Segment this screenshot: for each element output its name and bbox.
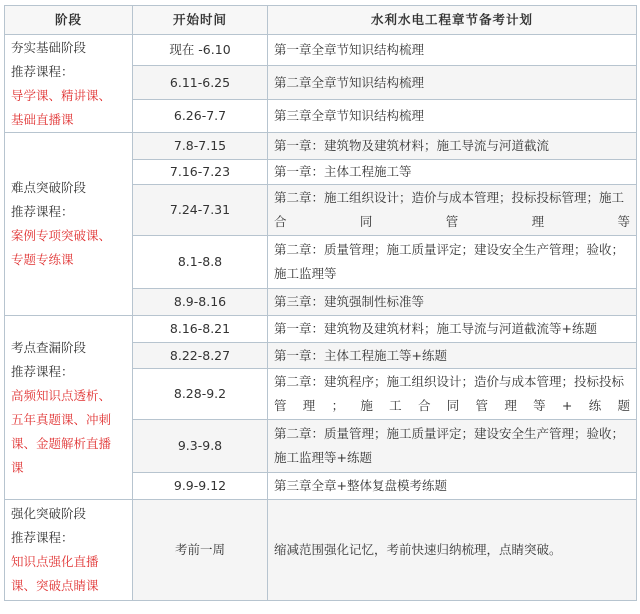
header-stage: 阶段 bbox=[5, 6, 133, 35]
table-row bbox=[5, 133, 637, 160]
stage-cell-review bbox=[5, 316, 133, 500]
course-line: 知识点强化直播 bbox=[11, 554, 99, 569]
time-cell: 8.28-9.2 bbox=[133, 369, 268, 420]
content-cell: 第三章：建筑强制性标准等 bbox=[268, 289, 637, 316]
course-line: 课、突破点睛课 bbox=[11, 578, 99, 593]
table-row bbox=[5, 316, 637, 343]
time-cell: 8.9-8.16 bbox=[133, 289, 268, 316]
header-row bbox=[5, 6, 637, 35]
stage-cell-foundation bbox=[5, 35, 133, 133]
content-cell: 第二章：施工组织设计；造价与成本管理；投标投标管理；施工合同管理等 bbox=[268, 185, 637, 236]
time-cell: 6.11-6.25 bbox=[133, 66, 268, 100]
content-cell: 第一章全章节知识结构梳理 bbox=[268, 35, 637, 66]
course-line: 导学课、精讲课、 bbox=[11, 87, 112, 103]
time-cell: 8.16-8.21 bbox=[133, 316, 268, 343]
recommend-label: 推荐课程： bbox=[11, 63, 74, 79]
course-line: 五年真题课、冲刺 bbox=[11, 411, 112, 427]
time-cell: 7.8-7.15 bbox=[133, 133, 268, 160]
course-line: 案例专项突破课、 bbox=[11, 228, 112, 243]
course-line: 基础直播课 bbox=[11, 111, 74, 127]
header-start-time: 开始时间 bbox=[133, 6, 268, 35]
recommend-label: 推荐课程： bbox=[11, 204, 74, 219]
content-cell: 第三章全章节知识结构梳理 bbox=[268, 100, 637, 133]
recommend-label: 推荐课程： bbox=[11, 530, 74, 545]
stage-name: 难点突破阶段 bbox=[11, 180, 87, 195]
stage-cell-difficulty bbox=[5, 133, 133, 316]
stage-name: 强化突破阶段 bbox=[11, 506, 87, 521]
time-cell: 8.1-8.8 bbox=[133, 236, 268, 289]
course-line: 高频知识点透析、 bbox=[11, 387, 112, 403]
course-line: 专题专练课 bbox=[11, 252, 74, 267]
time-cell: 7.16-7.23 bbox=[133, 160, 268, 185]
time-cell: 9.3-9.8 bbox=[133, 420, 268, 473]
table-row bbox=[5, 500, 637, 601]
stage-cell-intensive bbox=[5, 500, 133, 601]
time-cell: 8.22-8.27 bbox=[133, 343, 268, 369]
content-cell: 第一章：建筑物及建筑材料；施工导流与河道截流等+练题 bbox=[268, 316, 637, 343]
time-cell: 考前一周 bbox=[133, 500, 268, 601]
content-cell: 第二章：质量管理；施工质量评定；建设安全生产管理；验收；施工监理等 bbox=[268, 236, 637, 289]
study-plan-table bbox=[4, 5, 637, 601]
table-row bbox=[5, 35, 637, 66]
recommend-label: 推荐课程： bbox=[11, 363, 74, 379]
course-line: 课 bbox=[11, 459, 24, 475]
stage-name: 考点查漏阶段 bbox=[11, 339, 87, 355]
time-cell: 现在 -6.10 bbox=[133, 35, 268, 66]
course-line: 课、金题解析直播 bbox=[11, 435, 112, 451]
header-plan: 水利水电工程章节备考计划 bbox=[268, 6, 637, 35]
time-cell: 6.26-7.7 bbox=[133, 100, 268, 133]
time-cell: 9.9-9.12 bbox=[133, 473, 268, 500]
content-cell: 第三章全章+整体复盘模考练题 bbox=[268, 473, 637, 500]
content-cell: 第一章：主体工程施工等 bbox=[268, 160, 637, 185]
content-cell: 第二章：建筑程序；施工组织设计；造价与成本管理；投标投标管理；施工合同管理等+练题 bbox=[268, 369, 637, 420]
content-cell: 第二章：质量管理；施工质量评定；建设安全生产管理；验收；施工监理等+练题 bbox=[268, 420, 637, 473]
content-cell: 第一章：建筑物及建筑材料；施工导流与河道截流 bbox=[268, 133, 637, 160]
time-cell: 7.24-7.31 bbox=[133, 185, 268, 236]
content-cell: 缩减范围强化记忆，考前快速归纳梳理，点睛突破。 bbox=[268, 500, 637, 601]
content-cell: 第一章：主体工程施工等+练题 bbox=[268, 343, 637, 369]
content-cell: 第二章全章节知识结构梳理 bbox=[268, 66, 637, 100]
stage-name: 夯实基础阶段 bbox=[11, 39, 87, 55]
